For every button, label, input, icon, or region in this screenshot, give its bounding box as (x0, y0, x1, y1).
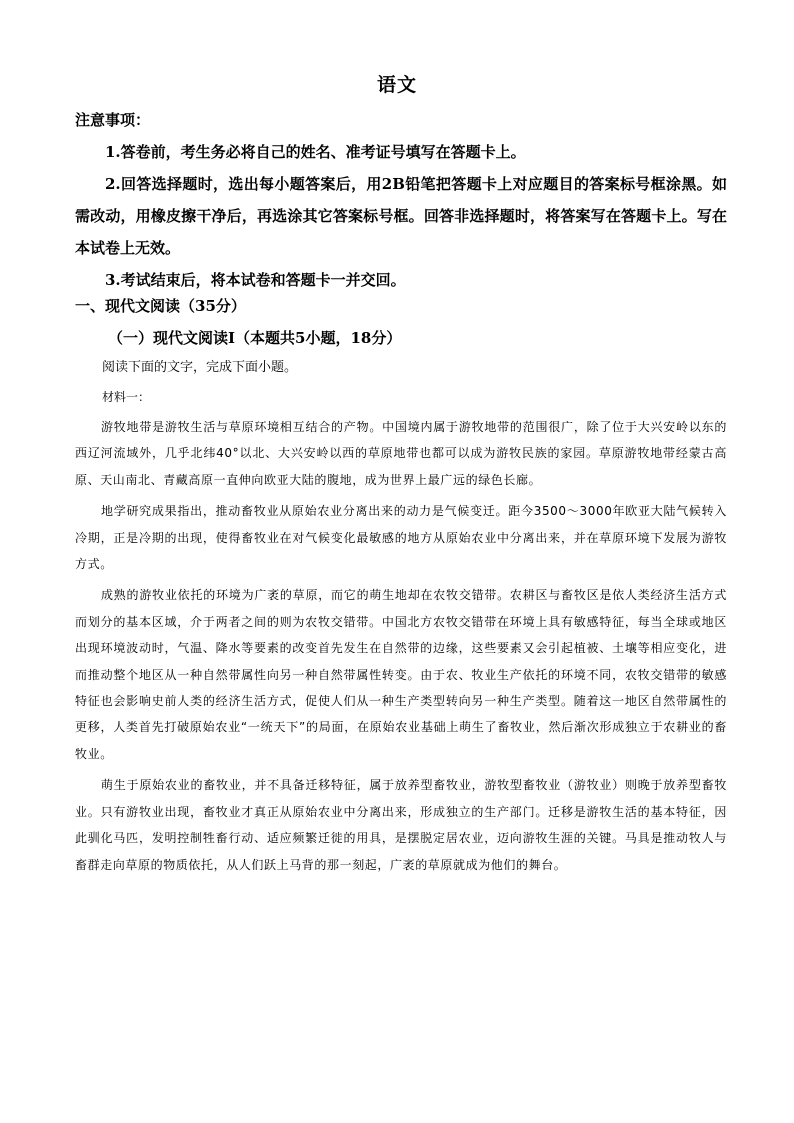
section-heading: 一、现代文阅读（35分） (75, 297, 246, 315)
notice-item: 1.答卷前，考生务必将自己的姓名、准考证号填写在答题卡上。 (105, 143, 526, 161)
notice-item: 2.回答选择题时，选出每小题答案后，用2B铅笔把答题卡上对应题目的答案标号框涂黑。如需改动，用橡皮擦干净后，再选涂其它答案标号框。回答非选择题时，将答案写在答题卡上。写在本试卷上无效。 (75, 175, 727, 257)
material-paragraph: 萌生于原始农业的畜牧业，并不具备迁移特征，属于放养型畜牧业，游牧型畜牧业（游牧业）则晚于放养型畜牧业。只有游牧业出现，畜牧业才真正从原始农业中分离出来，形成独立的生产部门。迁移是游牧生活的基本特征，因此驯化马匹，发明控制牲畜行动、适应频繁迁徙的用具，是摆脱定居农业，迈向游牧生涯的关键。马具是推动牧人与畜群走向草原的物质依托，从人们跃上马背的那一刻起，广袤的草原就成为他们的舞台。 (75, 778, 727, 872)
notice-item: 3.考试结束后，将本试卷和答题卡一并交回。 (105, 271, 406, 289)
material-paragraph: 成熟的游牧业依托的环境为广袤的草原，而它的萌生地却在农牧交错带。农耕区与畜牧区是依人类经济生活方式而划分的基本区域，介于两者之间的则为农牧交错带。中国北方农牧交错带在环境上具有敏感特征，每当全球或地区出现环境波动时，气温、降水等要素的改变首先发生在自然带的边缘，这些要素又会引起植被、土壤等相应变化，进而推动整个地区从一种自然带属性向另一种自然带属性转变。由于农、牧业生产依托的环境不同，农牧交错带的敏感特征也会影响史前人类的经济生活方式，促使人们从一种生产类型转向另一种生产类型。随着这一地区自然带属性的更移，人类首先打破原始农业“一统天下”的局面，在原始农业基础上萌生了畜牧业，然后渐次形成独立于农耕业的畜牧业。 (75, 588, 727, 761)
subsection-heading: （一）现代文阅读Ⅰ（本题共5小题，18分） (108, 329, 402, 347)
material-paragraph: 游牧地带是游牧生活与草原环境相互结合的产物。中国境内属于游牧地带的范围很广，除了位于大兴安岭以东的西辽河流域外，几乎北纬40°以北、大兴安岭以西的草原地带也都可以成为游牧民族的家园。草原游牧地带经蒙古高原、天山南北、青藏高原一直伸向欧亚大陆的腹地，成为世界上最广远的绿色长廊。 (75, 420, 727, 487)
notice-list (75, 136, 727, 296)
material-label: 材料一： (102, 390, 151, 404)
reading-instruction: 阅读下面的文字，完成下面小题。 (102, 360, 298, 375)
material-body (75, 414, 727, 883)
page-title: 语文 (376, 74, 417, 96)
notice-heading: 注意事项： (75, 111, 151, 129)
material-paragraph: 地学研究成果指出，推动畜牧业从原始农业分离出来的动力是气候变迁。距今3500～3000年欧亚大陆气候转入冷期，正是冷期的出现，使得畜牧业在对气候变化最敏感的地方从原始农业中分离出来，并在草原环境下发展为游牧方式。 (75, 504, 727, 572)
